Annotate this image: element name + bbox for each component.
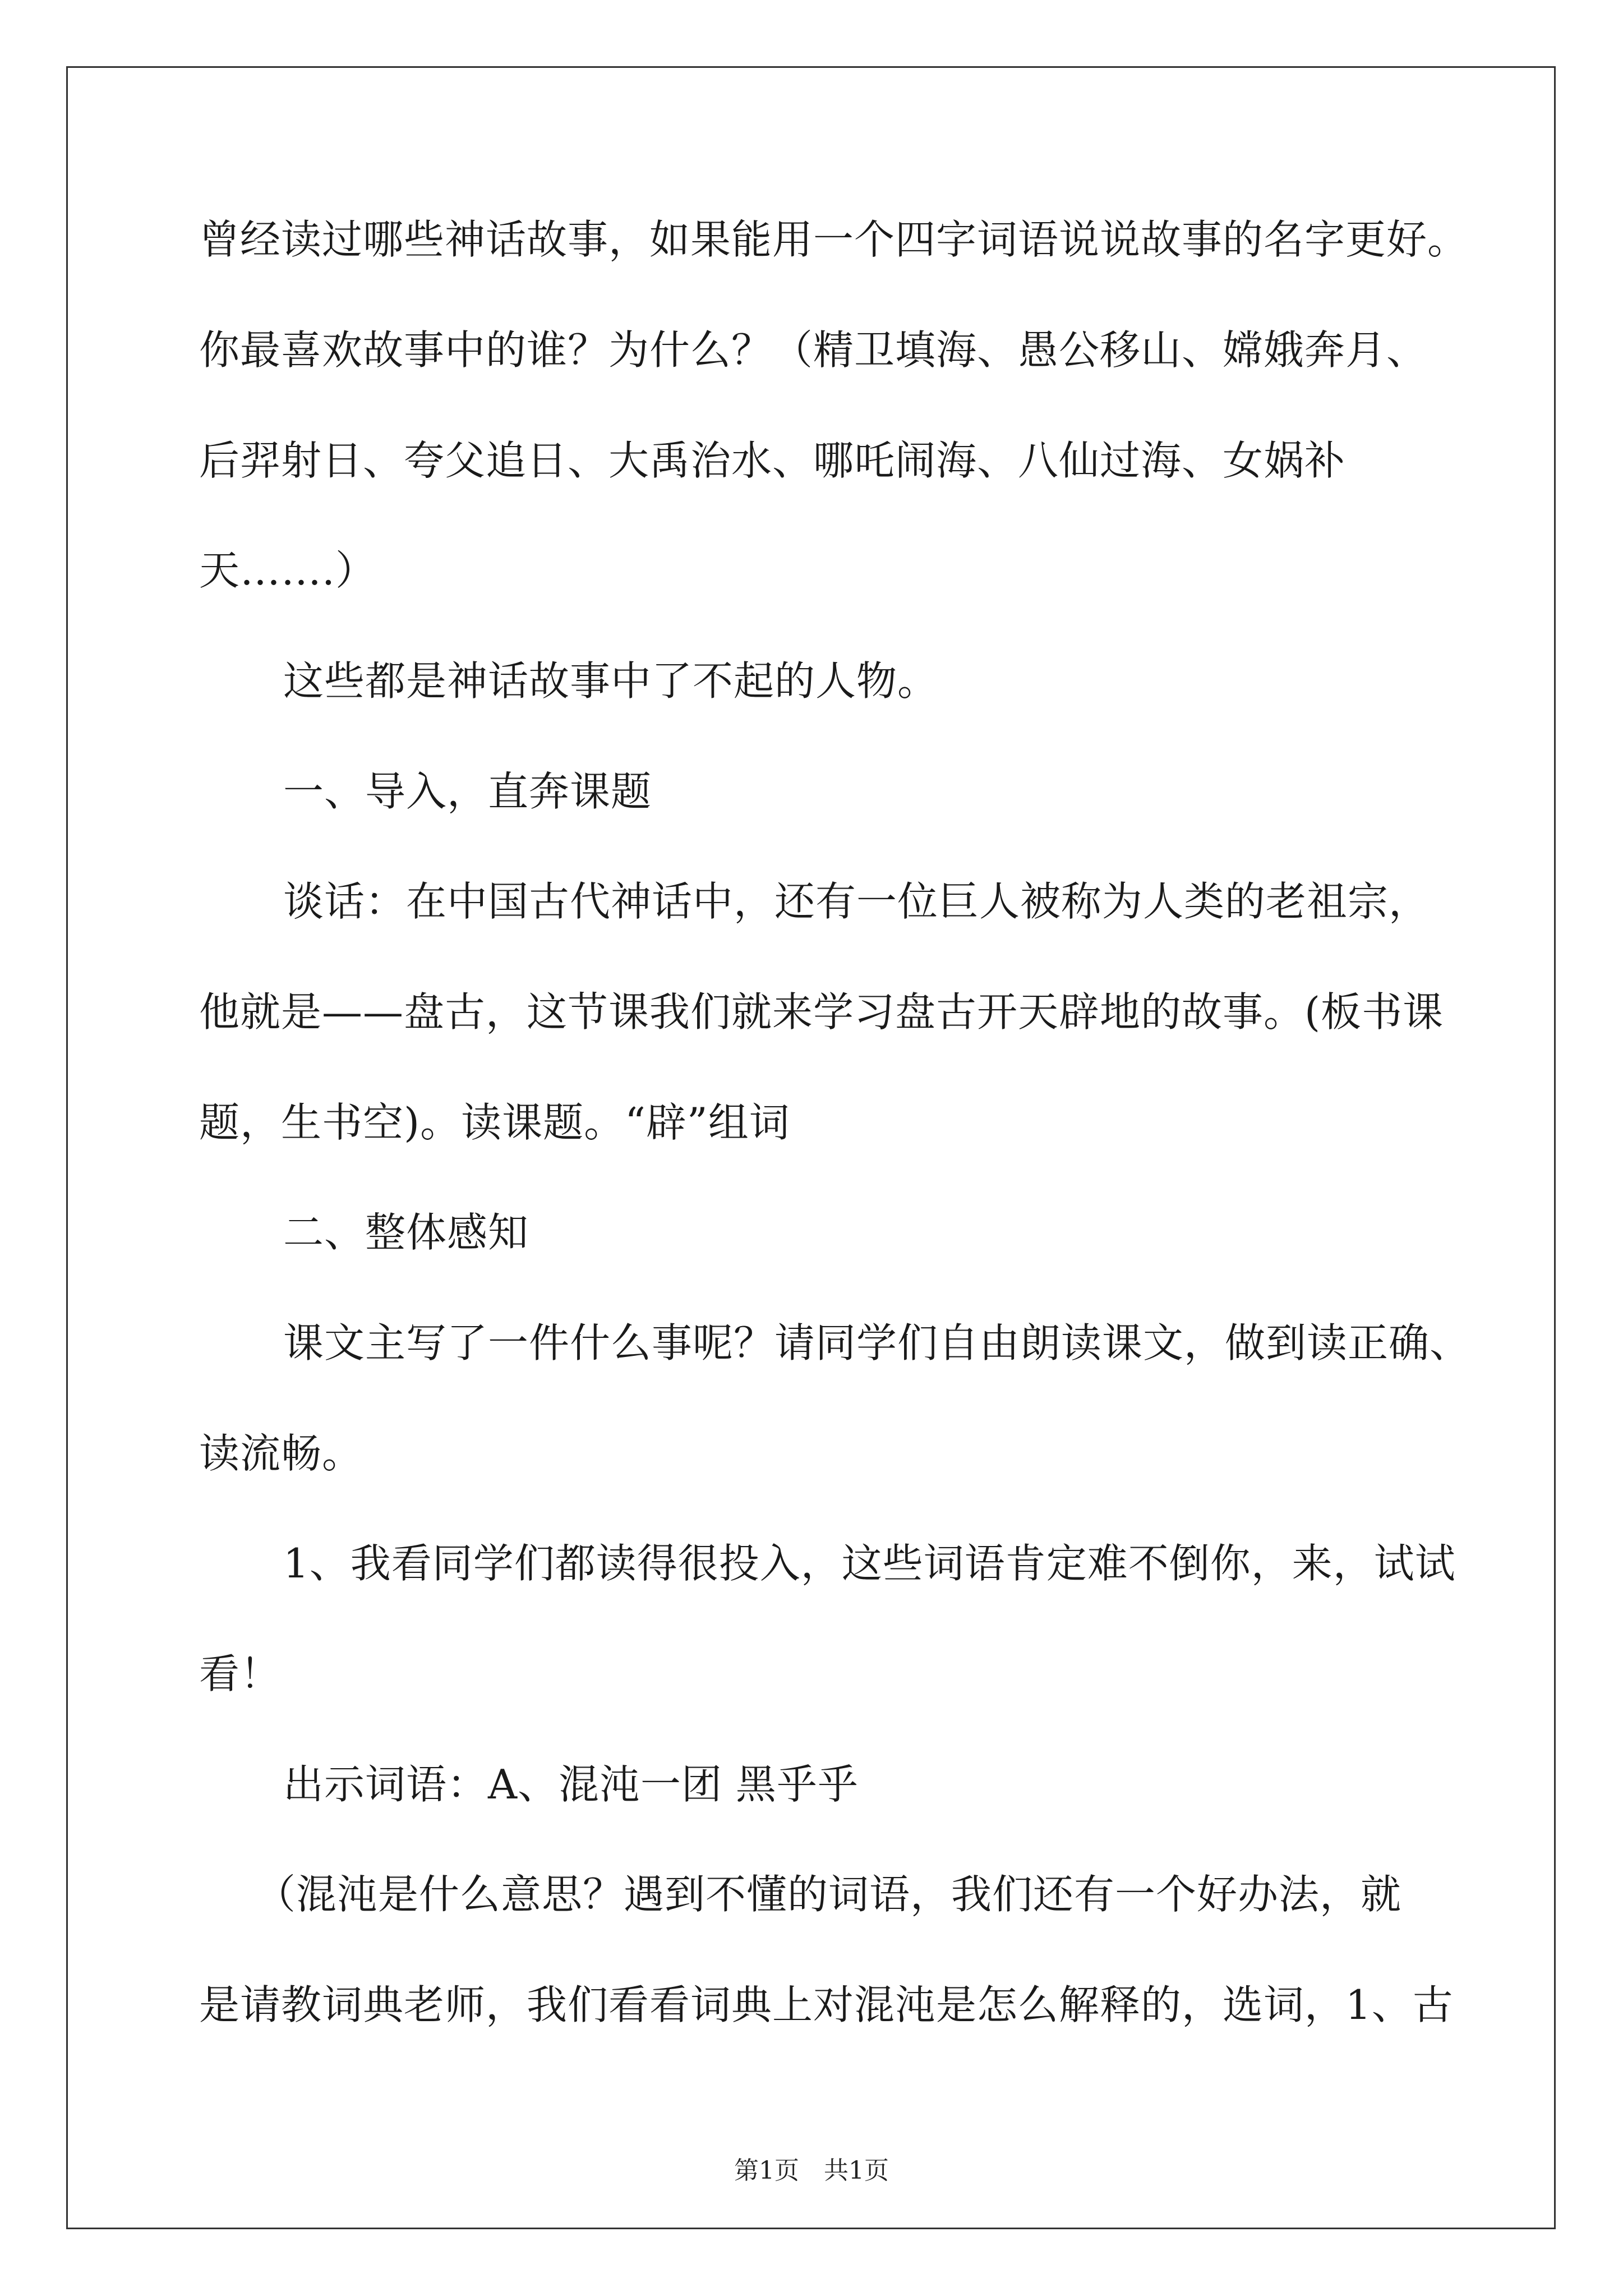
text-line: 他就是——盘古，这节课我们就来学习盘古开天辟地的故事。(板书课 [199,988,1444,1036]
text-line: 天…….） [199,547,376,594]
text-line: （混沌是什么意思？遇到不懂的词语，我们还有一个好办法，就 [255,1871,1402,1918]
text-line: 谈话：在中国古代神话中，还有一位巨人被称为人类的老祖宗， [283,878,1430,925]
text-line: 你最喜欢故事中的谁？为什么？（精卫填海、愚公移山、嫦娥奔月、 [199,326,1428,374]
text-line: 看！ [199,1650,282,1697]
text-line: 后羿射日、夸父追日、大禹治水、哪吒闹海、八仙过海、女娲补 [199,437,1346,484]
text-line: 是请教词典老师，我们看看词典上对混沌是怎么解释的，选词，1、古 [199,1981,1454,2028]
text-line: 题，生书空)。读课题。“辟”组词 [199,1099,790,1146]
text-line: 读流畅。 [199,1430,363,1477]
section-heading: 二、整体感知 [283,1209,529,1256]
text-line: 课文主写了一件什么事呢？请同学们自由朗读课文，做到读正确、 [283,1319,1471,1366]
text-line: 这些都是神话故事中了不起的人物。 [283,657,939,705]
text-line: 曾经读过哪些神话故事，如果能用一个四字词语说说故事的名字更好。 [199,216,1469,263]
page-number-footer: 第1页 共1页 [734,2156,889,2185]
text-line: 出示词语：A、混沌一团 黑乎乎 [283,1761,859,1808]
text-line: 1、我看同学们都读得很投入，这些词语肯定难不倒你，来，试试 [283,1540,1456,1587]
section-heading: 一、导入，直奔课题 [283,768,652,815]
